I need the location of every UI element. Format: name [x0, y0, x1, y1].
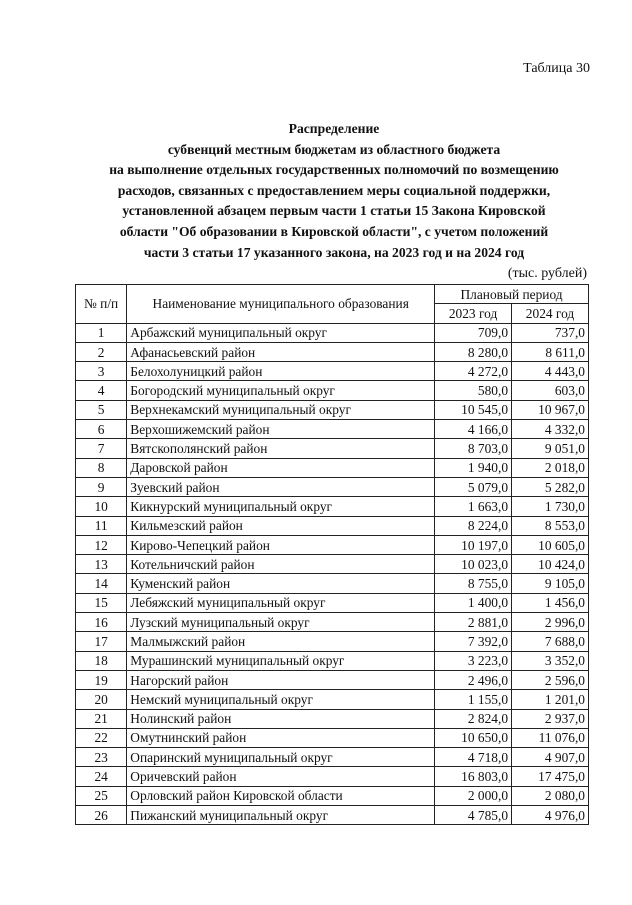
value-2023: 8 224,0 — [435, 516, 512, 535]
value-2023: 4 785,0 — [435, 806, 512, 825]
municipality-name: Афанасьевский район — [127, 342, 435, 361]
row-number: 4 — [76, 381, 127, 400]
value-2024: 8 611,0 — [512, 342, 589, 361]
value-2023: 1 940,0 — [435, 458, 512, 477]
col-header-period: Плановый период — [435, 285, 589, 304]
municipality-name: Мурашинский муниципальный округ — [127, 651, 435, 670]
row-number: 6 — [76, 420, 127, 439]
col-header-2024: 2024 год — [512, 304, 589, 323]
value-2024: 1 456,0 — [512, 593, 589, 612]
heading-line: субвенций местным бюджетам из областного бюджета — [167, 141, 501, 157]
table-row — [76, 690, 589, 709]
value-2024: 603,0 — [512, 381, 589, 400]
value-2023: 4 166,0 — [435, 420, 512, 439]
table-row — [76, 381, 589, 400]
value-2024: 737,0 — [512, 323, 589, 342]
row-number: 19 — [76, 670, 127, 689]
municipality-name: Малмыжский район — [127, 632, 435, 651]
table-row — [76, 670, 589, 689]
row-number: 17 — [76, 632, 127, 651]
row-number: 13 — [76, 555, 127, 574]
value-2024: 8 553,0 — [512, 516, 589, 535]
heading-line: установленной абзацем первым части 1 статьи 15 Закона Кировской — [122, 203, 546, 219]
heading-line: на выполнение отдельных государственных полномочий по возмещению — [109, 162, 559, 178]
table-row — [76, 362, 589, 381]
row-number: 9 — [76, 477, 127, 496]
table-row — [76, 593, 589, 612]
row-number: 11 — [76, 516, 127, 535]
value-2023: 1 663,0 — [435, 497, 512, 516]
table-row — [76, 555, 589, 574]
value-2023: 2 881,0 — [435, 613, 512, 632]
col-header-name: Наименование муниципального образования — [127, 285, 435, 324]
municipality-name: Кикнурский муниципальный округ — [127, 497, 435, 516]
municipality-name: Даровской район — [127, 458, 435, 477]
row-number: 18 — [76, 651, 127, 670]
value-2024: 2 596,0 — [512, 670, 589, 689]
value-2024: 2 018,0 — [512, 458, 589, 477]
value-2024: 1 730,0 — [512, 497, 589, 516]
row-number: 1 — [76, 323, 127, 342]
table-body — [76, 323, 589, 825]
municipality-name: Верхошижемский район — [127, 420, 435, 439]
value-2023: 1 155,0 — [435, 690, 512, 709]
row-number: 5 — [76, 400, 127, 419]
value-2024: 3 352,0 — [512, 651, 589, 670]
table-row — [76, 574, 589, 593]
municipality-name: Арбажский муниципальный округ — [127, 323, 435, 342]
table-row — [76, 728, 589, 747]
value-2024: 10 967,0 — [512, 400, 589, 419]
row-number: 8 — [76, 458, 127, 477]
document-heading — [60, 119, 608, 263]
municipality-name: Богородский муниципальный округ — [127, 381, 435, 400]
table-row — [76, 767, 589, 786]
municipality-name: Лебяжский муниципальный округ — [127, 593, 435, 612]
municipality-name: Котельничский район — [127, 555, 435, 574]
table-row — [76, 342, 589, 361]
table-row — [76, 535, 589, 554]
municipality-name: Опаринский муниципальный округ — [127, 748, 435, 767]
table-row — [76, 420, 589, 439]
row-number: 24 — [76, 767, 127, 786]
municipality-name: Лузский муниципальный округ — [127, 613, 435, 632]
value-2024: 11 076,0 — [512, 728, 589, 747]
table-row — [76, 477, 589, 496]
table-row — [76, 709, 589, 728]
value-2023: 10 023,0 — [435, 555, 512, 574]
value-2023: 8 703,0 — [435, 439, 512, 458]
row-number: 14 — [76, 574, 127, 593]
value-2024: 4 443,0 — [512, 362, 589, 381]
table-row — [76, 458, 589, 477]
municipality-name: Зуевский район — [127, 477, 435, 496]
table-row — [76, 632, 589, 651]
municipality-name: Немский муниципальный округ — [127, 690, 435, 709]
value-2023: 10 545,0 — [435, 400, 512, 419]
units-label: (тыс. рублей) — [507, 266, 587, 281]
table-row — [76, 516, 589, 535]
municipality-name: Пижанский муниципальный округ — [127, 806, 435, 825]
row-number: 3 — [76, 362, 127, 381]
value-2024: 2 996,0 — [512, 613, 589, 632]
municipality-name: Вятскополянский район — [127, 439, 435, 458]
municipality-name: Нолинский район — [127, 709, 435, 728]
value-2024: 4 976,0 — [512, 806, 589, 825]
municipality-name: Кирово-Чепецкий район — [127, 535, 435, 554]
subvention-table — [75, 284, 589, 825]
value-2023: 7 392,0 — [435, 632, 512, 651]
value-2023: 1 400,0 — [435, 593, 512, 612]
table-number-label: Таблица 30 — [523, 61, 590, 76]
value-2023: 5 079,0 — [435, 477, 512, 496]
value-2023: 8 280,0 — [435, 342, 512, 361]
value-2024: 17 475,0 — [512, 767, 589, 786]
heading-line: Распределение — [288, 121, 380, 136]
heading-line: расходов, связанных с предоставлением меры социальной поддержки, — [117, 182, 551, 198]
value-2024: 10 424,0 — [512, 555, 589, 574]
value-2024: 2 937,0 — [512, 709, 589, 728]
value-2024: 10 605,0 — [512, 535, 589, 554]
row-number: 23 — [76, 748, 127, 767]
value-2023: 16 803,0 — [435, 767, 512, 786]
value-2024: 4 907,0 — [512, 748, 589, 767]
municipality-name: Кильмезский район — [127, 516, 435, 535]
row-number: 16 — [76, 613, 127, 632]
row-number: 2 — [76, 342, 127, 361]
value-2023: 580,0 — [435, 381, 512, 400]
table-row — [76, 786, 589, 805]
table-row — [76, 323, 589, 342]
table-row — [76, 651, 589, 670]
value-2023: 4 718,0 — [435, 748, 512, 767]
value-2023: 3 223,0 — [435, 651, 512, 670]
row-number: 22 — [76, 728, 127, 747]
value-2023: 10 197,0 — [435, 535, 512, 554]
row-number: 15 — [76, 593, 127, 612]
value-2023: 10 650,0 — [435, 728, 512, 747]
value-2024: 9 051,0 — [512, 439, 589, 458]
municipality-name: Белохолуницкий район — [127, 362, 435, 381]
row-number: 10 — [76, 497, 127, 516]
municipality-name: Омутнинский район — [127, 728, 435, 747]
col-header-2023: 2023 год — [435, 304, 512, 323]
value-2023: 709,0 — [435, 323, 512, 342]
value-2023: 2 000,0 — [435, 786, 512, 805]
table-row — [76, 748, 589, 767]
value-2024: 2 080,0 — [512, 786, 589, 805]
heading-line: части 3 статьи 17 указанного закона, на 2023 год и на 2024 год — [143, 244, 525, 260]
table-row — [76, 439, 589, 458]
value-2024: 5 282,0 — [512, 477, 589, 496]
value-2023: 2 496,0 — [435, 670, 512, 689]
row-number: 12 — [76, 535, 127, 554]
value-2024: 9 105,0 — [512, 574, 589, 593]
table-row — [76, 613, 589, 632]
table-row — [76, 497, 589, 516]
value-2024: 1 201,0 — [512, 690, 589, 709]
value-2024: 7 688,0 — [512, 632, 589, 651]
municipality-name: Оричевский район — [127, 767, 435, 786]
municipality-name: Нагорский район — [127, 670, 435, 689]
value-2023: 4 272,0 — [435, 362, 512, 381]
row-number: 21 — [76, 709, 127, 728]
table-row — [76, 806, 589, 825]
row-number: 25 — [76, 786, 127, 805]
municipality-name: Орловский район Кировской области — [127, 786, 435, 805]
municipality-name: Куменский район — [127, 574, 435, 593]
value-2024: 4 332,0 — [512, 420, 589, 439]
municipality-name: Верхнекамский муниципальный округ — [127, 400, 435, 419]
table-row — [76, 400, 589, 419]
row-number: 20 — [76, 690, 127, 709]
row-number: 7 — [76, 439, 127, 458]
value-2023: 8 755,0 — [435, 574, 512, 593]
col-header-number: № п/п — [76, 285, 127, 324]
value-2023: 2 824,0 — [435, 709, 512, 728]
row-number: 26 — [76, 806, 127, 825]
heading-line: области "Об образовании в Кировской области", с учетом положений — [119, 223, 549, 239]
